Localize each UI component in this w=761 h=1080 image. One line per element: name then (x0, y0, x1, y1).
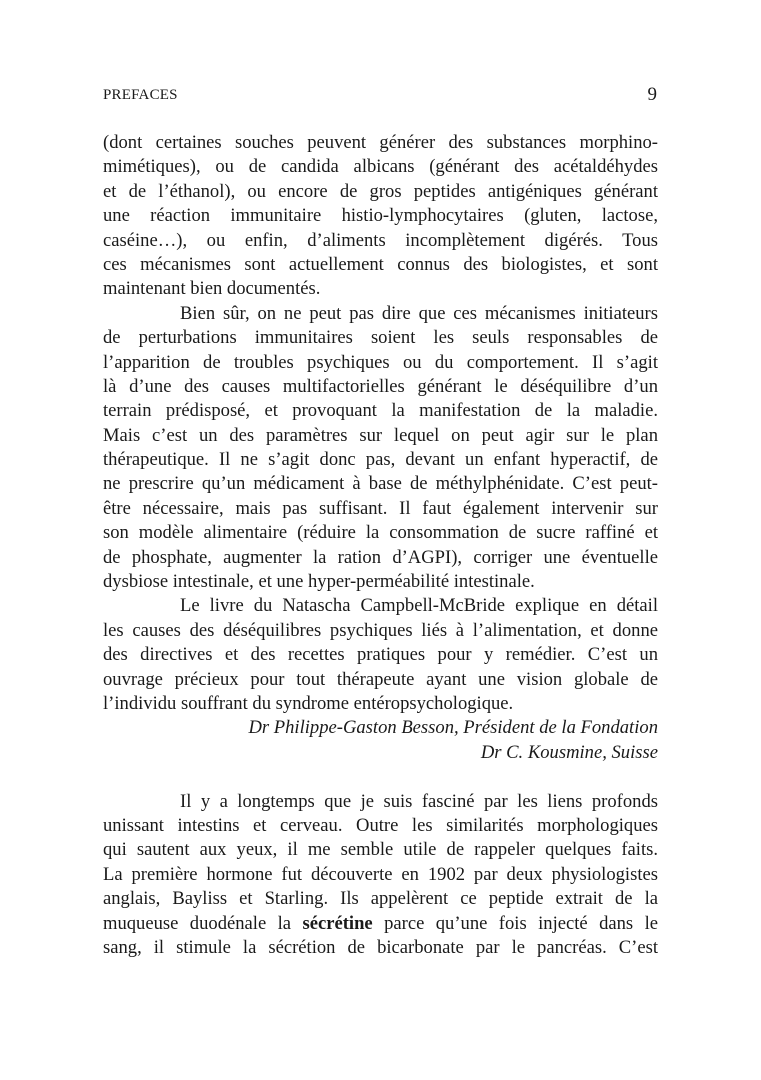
text-line: mimétiques), ou de candida albicans (générant des acétaldéhydes (103, 156, 658, 178)
text-line: Mais c’est un des paramètres sur lequel on peut agir sur le plan (103, 424, 658, 446)
text-line: une réaction immunitaire histio-lymphocytaires (gluten, lactose, (103, 205, 658, 227)
text-line: ouvrage précieux pour tout thérapeute ayant une vision globale de (103, 668, 658, 690)
bold-term-secretine: sécrétine (302, 912, 373, 934)
text-line: sang, il stimule la sécrétion de bicarbonate par le pancréas. C’est (103, 936, 658, 958)
running-head: PREFACES (103, 87, 178, 103)
signature-affiliation: Dr C. Kousmine, Suisse (480, 741, 658, 763)
text-line: thérapeutique. Il ne s’agit donc pas, devant un enfant hyperactif, de (103, 449, 658, 471)
text-line: Il y a longtemps que je suis fasciné par les liens profonds (180, 790, 658, 812)
text-line: Le livre du Natascha Campbell-McBride explique en détail (180, 595, 658, 617)
paragraph-4 (103, 790, 658, 961)
text-line: maintenant bien documentés. (103, 278, 321, 300)
text-line: de phosphate, augmenter la ration d’AGPI), corriger une éventuelle (103, 546, 658, 568)
page-number: 9 (647, 84, 657, 105)
text-line: des directives et des recettes pratiques pour y remédier. C’est un (103, 644, 658, 666)
page-body (103, 131, 658, 960)
text-line: dysbiose intestinale, et une hyper-perméabilité intestinale. (103, 571, 535, 593)
text-line: les causes des déséquilibres psychiques liés à l’alimentation, et donne (103, 619, 658, 641)
text-line: Bien sûr, on ne peut pas dire que ces mécanismes initiateurs (180, 302, 658, 324)
text-line (103, 912, 658, 936)
text-line: terrain prédisposé, et provoquant la manifestation de la maladie. (103, 400, 658, 422)
text-fragment: parce qu’une fois injecté dans le (372, 912, 658, 934)
text-line: anglais, Bayliss et Starling. Ils appelèrent ce peptide extrait de la (103, 888, 658, 910)
text-line: (dont certaines souches peuvent générer des substances morphino- (103, 132, 658, 153)
text-line: ne prescrire qu’un médicament à base de méthylphénidate. C’est peut- (103, 473, 658, 495)
signature (103, 716, 658, 765)
text-line: son modèle alimentaire (réduire la consommation de sucre raffiné et (103, 522, 658, 544)
text-line: qui sautent aux yeux, il me semble utile de rappeler quelques faits. (103, 839, 658, 861)
text-line: là d’une des causes multifactorielles générant le déséquilibre d’un (103, 375, 658, 397)
text-line: l’apparition de troubles psychiques ou du comportement. Il s’agit (103, 351, 658, 373)
text-fragment: muqueuse duodénale la (103, 912, 303, 934)
text-line: et de l’éthanol), ou encore de gros peptides antigéniques générant (103, 180, 658, 202)
paragraph-2 (103, 302, 658, 595)
text-line: l’individu souffrant du syndrome entéropsychologique. (103, 692, 514, 714)
paragraph-3 (103, 594, 658, 716)
paragraph-1 (103, 131, 658, 302)
text-line: ces mécanismes sont actuellement connus des biologistes, et sont (103, 253, 658, 275)
text-line: être nécessaire, mais pas suffisant. Il faut également intervenir sur (103, 497, 658, 519)
text-line: unissant intestins et cerveau. Outre les similarités morphologiques (103, 814, 658, 836)
signature-author: Dr Philippe-Gaston Besson, Président de la Fondation (248, 717, 658, 739)
section-gap (103, 765, 658, 789)
text-line: de perturbations immunitaires soient les seuls responsables de (103, 327, 658, 349)
text-line: caséine…), ou enfin, d’aliments incomplètement digérés. Tous (103, 229, 658, 251)
text-line: La première hormone fut découverte en 1902 par deux physiologistes (103, 863, 658, 885)
